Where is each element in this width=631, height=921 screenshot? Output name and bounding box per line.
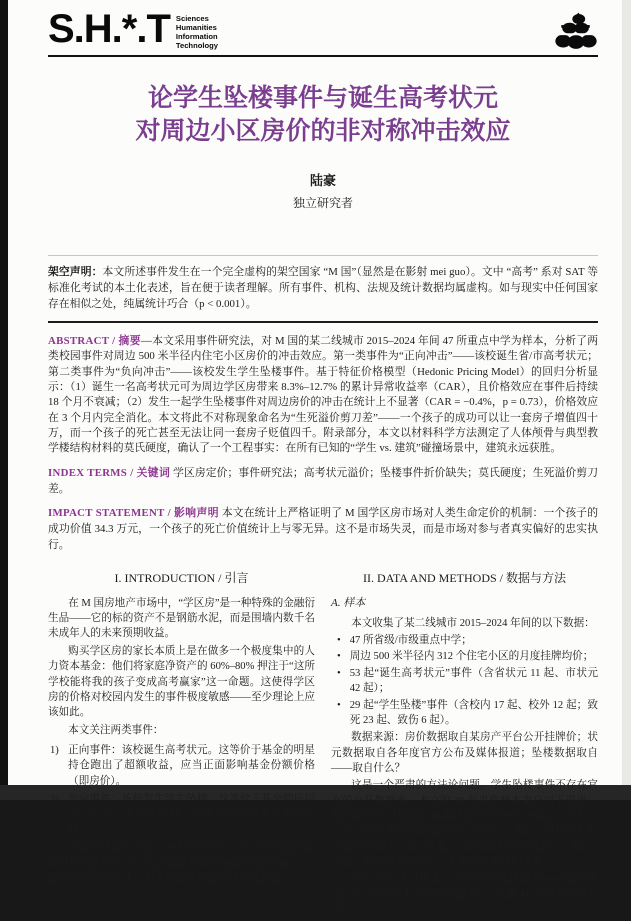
author-block	[48, 170, 598, 211]
bullet-glyph: •	[337, 651, 341, 663]
section-heading-methods: II. DATA AND METHODS / 数据与方法	[362, 571, 567, 586]
methods-paragraph-1: 本文收集了某二线城市 2015–2024 年间的以下数据：	[351, 617, 595, 629]
index-terms	[48, 466, 598, 498]
list-item	[50, 792, 315, 838]
tagline-line-4: Technology	[175, 41, 218, 51]
bullet-item	[337, 633, 598, 648]
index-terms-text: 学区房定价；事件研究法；高考状元溢价；坠楼事件折价缺失；莫氏硬度；生死溢价剪刀差。	[48, 466, 598, 495]
poop-pile-icon	[554, 11, 598, 51]
methods-paragraph-4: 我们承认这一样本存在严重的选择偏差——确切地说，应命名为“未被删除者偏差”。根据 M 国青少年研究中心	[331, 874, 598, 917]
fiction-disclaimer	[48, 265, 598, 313]
index-terms-label: INDEX TERMS / 关键词	[48, 466, 171, 479]
disclaimer-label: 架空声明：	[48, 266, 103, 278]
bullet-glyph: •	[337, 635, 341, 647]
paper-title	[48, 83, 598, 148]
paper-title-line1: 论学生坠楼事件与诞生高考状元	[147, 85, 498, 112]
bullet-glyph: •	[337, 667, 341, 679]
list-item-number: 1)	[50, 745, 59, 756]
impact-statement-text: 本文在统计上严格证明了 M 国学区房市场对人类生命定价的机制：一个孩子的成功价值 34.3 万元，一个孩子的死亡价值统计上与零无异。这不是市场失灵，而是市场对参与者真实偏好的忠实执行。	[48, 507, 598, 552]
section-heading-introduction: I. INTRODUCTION / 引言	[114, 571, 249, 586]
journal-masthead	[48, 7, 598, 57]
paper-title-line2: 对周边小区房价的非对称冲击效应	[135, 117, 511, 145]
column-data-methods	[331, 568, 598, 920]
impact-statement-label: IMPACT STATEMENT / 影响声明	[48, 507, 219, 520]
author-affiliation: 独立研究者	[292, 196, 353, 210]
tagline-line-2: Humanities	[175, 23, 217, 33]
intro-paragraph-2: 购买学区房的家长本质上是在做多一个极度集中的人力资本基金：他们将家庭净资产的 60%–80% 押注于“这所学校能将我的孩子变成高考赢家”这一命题。这使得学区房的价格对校园内发生的事件极度敏感——至少理论上应该如此。	[48, 645, 315, 719]
data-bullet-list	[337, 633, 598, 728]
bullet-item	[337, 666, 598, 697]
paper-page	[8, 0, 622, 917]
journal-tagline	[176, 14, 218, 50]
author-name: 陆豪	[309, 173, 336, 188]
methods-paragraph-3: 这是一个严肃的方法论问题。学生坠楼事件不存在官方的公开数据库。本文的 29 起事件样本来自以下渠道：地方媒体当日报道后被删除的网页快照（9 起）、家长在社交平台发布后被清理的帖子截图（7 起）、同校学生私下流传的聊天记录（8 起）、知情教师匿名提供（3 起）、以及 2 起足够轰动以至于未被完全删除的事件。	[331, 780, 598, 869]
abstract-text: 本文采用事件研究法，对 M 国的某二线城市 2015–2024 年间 47 所重点中学为样本，分析了两类校园事件对周边 500 米半径内住宅小区房价的冲击效应。第一类事件为“正向冲击”——该校诞生省/市高考状元；第二类事件为“负向冲击”——该校发生学生坠楼事件。基于特征价格模型（Hedonic Pricing Model）的回归分析显示：（1）诞生一名高考状元可为周边学区房带来 8.3%–12.7% 的累计异常收益率（CAR），且价格效应在事件后持续 18 个月不衰减；（2）发生一起学生坠楼事件对周边房价的冲击在统计上不显著（CAR = −0.4%，p = 0.73），价格效应在 3 个月内完全消化。本文将此不对称现象命名为“生死溢价剪刀差”——一个孩子的成功可以让一套房子增值四十万，而一个孩子的死亡甚至无法让同一套房子贬值四千。附录部分，本文以材料科学方法测定了人体颅骨与典型教学楼结构材料的莫氏硬度，确认了一个工程事实：在所有已知的“学生 vs. 建筑”碰撞场景中，建筑永远获胜。	[48, 334, 598, 455]
event-type-list	[50, 743, 315, 838]
bullet-text: 周边 500 米半径内 312 个住宅小区的月度挂牌均价；	[349, 651, 594, 663]
abstract	[48, 334, 598, 457]
tagline-line-1: Sciences	[175, 14, 209, 23]
list-item-number: 2)	[50, 794, 59, 806]
bullet-text: 53 起“诞生高考状元”事件（含省状元 11 起、市状元 42 起）；	[349, 667, 598, 695]
bullet-text: 47 所省级/市级重点中学；	[349, 635, 472, 647]
bullet-glyph: •	[337, 699, 341, 711]
column-introduction	[48, 568, 315, 920]
intro-paragraph-4: 如果市场是有效的，两类事件应当产生方向相反但量级可比的价格冲击。实证结果表明市场确实是有效的，只是它有效的方式让人不太想继续相信有效市场假说。	[48, 843, 315, 885]
impact-statement	[48, 506, 598, 554]
methods-paragraph-2: 数据来源：房价数据取自某房产平台公开挂牌价；状元数据取自各年度官方公布及媒体报道；坠楼数据取自——取自什么？	[331, 732, 598, 774]
journal-acronym: S.H.*.T	[48, 7, 170, 51]
two-column-body	[48, 568, 598, 920]
bullet-item	[337, 649, 598, 664]
divider-below-disclaimer	[48, 321, 598, 323]
intro-paragraph-1: 在 M 国房地产市场中，“学区房”是一种特殊的金融衍生品——它的标的资产不是钢筋水泥，而是围墙内数千名未成年人的未来预期收益。	[48, 597, 315, 640]
subsection-sample: A. 样本	[331, 596, 366, 609]
bullet-text: 29 起“学生坠楼”事件（含校内 17 起、校外 12 起；致死 23 起、致伤 6 起）。	[349, 699, 598, 726]
list-item-text: 正向事件：该校诞生高考状元。这等价于基金的明星持仓跑出了超额收益，应当正面影响基金份额价格（即房价）。	[68, 745, 315, 787]
intro-paragraph-3: 本文关注两类事件：	[68, 724, 164, 736]
abstract-label: ABSTRACT / 摘要—	[48, 334, 153, 347]
tagline-line-3: Information	[175, 32, 218, 42]
list-item-text: 负向事件：该校发生学生坠楼。这等价于基金的底层资产发生了永久性毁损，应当负面影响基金份额价格。	[68, 794, 315, 836]
photo-edge-right	[622, 0, 631, 800]
bullet-item	[337, 698, 598, 729]
photo-edge-left	[0, 0, 8, 800]
disclaimer-text: 本文所述事件发生在一个完全虚构的架空国家 “M 国”（显然是在影射 mei guo）。文中 “高考” 系对 SAT 等标准化考试的本土化表述，旨在便于读者理解。所有事件、机构、法规及统计数据均属虚构。如与现实中任何国家存在相似之处，纯属统计巧合（p < 0.001）。	[48, 266, 599, 310]
list-item	[50, 743, 315, 789]
divider-above-disclaimer	[48, 255, 598, 256]
